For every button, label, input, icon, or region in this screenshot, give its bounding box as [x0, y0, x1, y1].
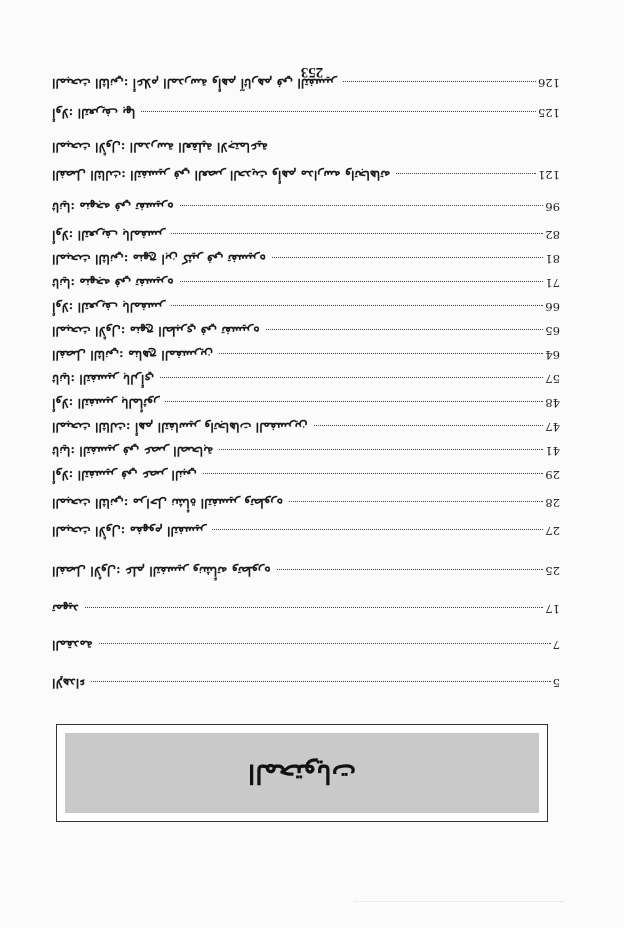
toc-leader-dots [343, 81, 536, 82]
toc-leader-dots [165, 401, 543, 402]
toc-entry [52, 564, 560, 584]
toc-entry-page: 28 [545, 496, 560, 510]
toc-leader-dots [141, 111, 536, 112]
toc-leader-dots [160, 377, 543, 378]
toc-leader-dots [314, 425, 544, 426]
toc-entry [52, 276, 560, 296]
toc-entry-title: أولا: التفسير بالمأثور [52, 396, 160, 411]
toc-entry [52, 168, 560, 188]
toc-entry-title: المبحث الأول: المدرسة العقلية الاجتماعية [52, 140, 268, 155]
toc-entry-page: 7 [552, 638, 560, 652]
toc-leader-dots [91, 681, 551, 682]
toc-entry [52, 468, 560, 488]
toc-entry-title: ثانيا: منهجه في تفسيره [52, 200, 174, 215]
toc-leader-dots [396, 173, 536, 174]
toc-entry-page: 29 [545, 468, 560, 482]
toc-entry-title: المبحث الثاني: منهج ابن كثير في تفسيره [52, 252, 266, 267]
toc-entry-title: المقدمة [52, 638, 93, 653]
toc-leader-dots [180, 281, 544, 282]
toc-entry-title: الفصل الثالث: التفسير في العصر الحديث وأهم مدارسه واتجاهاته [52, 168, 391, 183]
toc-entry-title: أولا: التعريف بالمفسر [52, 228, 166, 243]
toc-entry [52, 228, 560, 248]
toc-entry-title: أولا: التعريف بها [52, 106, 136, 121]
toc-entry [52, 524, 560, 544]
toc-entry [52, 348, 560, 368]
toc-entry-page: 66 [545, 300, 560, 314]
toc-leader-dots [272, 257, 544, 258]
toc-leader-dots [171, 305, 543, 306]
toc-entry-page: 17 [545, 602, 560, 616]
toc-entry-title: ثانيا: منهجه في تفسيره [52, 276, 174, 291]
toc-entry-title: أولا: التعريف بالمفسر [52, 300, 166, 315]
toc-leader-dots [180, 205, 544, 206]
toc-entry-page: 71 [545, 276, 560, 290]
toc-entry-title: الفصل الثاني: مناهج المفسرين [52, 348, 214, 363]
toc-entry [52, 372, 560, 392]
toc-entry-page: 25 [545, 564, 560, 578]
toc-entry [52, 676, 560, 696]
toc-entry-page: 65 [545, 324, 560, 338]
toc-entry [52, 602, 560, 622]
toc-entry-page: 64 [545, 348, 560, 362]
toc-leader-dots [212, 529, 543, 530]
toc-entry [52, 106, 560, 126]
toc-leader-dots [289, 501, 543, 502]
toc-entry-title: الإهداء [52, 676, 86, 691]
toc-entry [52, 638, 560, 658]
toc-entry-title: المبحث الأول: مفهوم التفسير [52, 524, 207, 539]
toc-entry-title: الفصل الأول: علم التفسير ونشأته وتطوره [52, 564, 271, 579]
toc-leader-dots [219, 449, 543, 450]
toc-entry-title: المبحث الأول: منهج الطبري في تفسيره [52, 324, 260, 339]
toc-entry-page: 27 [545, 524, 560, 538]
contents-header-box [56, 724, 548, 822]
toc-leader-dots [277, 569, 544, 570]
toc-entry [52, 444, 560, 464]
toc-entry-page: 96 [545, 200, 560, 214]
toc-entry [52, 252, 560, 272]
toc-entry-page: 121 [538, 168, 560, 182]
toc-entry-page: 81 [545, 252, 560, 266]
toc-entry-page: 126 [538, 76, 560, 90]
toc-entry [52, 300, 560, 320]
toc-entry-page: 82 [545, 228, 560, 242]
toc-entry-title: المبحث الثاني: مراحل نشأة التفسير وتطوره [52, 496, 284, 511]
toc-entry-title: ثانيا: التفسير بالرأي [52, 372, 155, 387]
contents-heading: المحتويات [248, 758, 356, 788]
toc-leader-dots [171, 233, 543, 234]
toc-leader-dots [85, 607, 544, 608]
toc-entry-title: المبحث الثالث: أهم التفاسير واتجاهات المفسرين [52, 420, 308, 435]
toc-entry [52, 200, 560, 220]
toc-entry-page: 125 [538, 106, 560, 120]
toc-leader-dots [203, 473, 544, 474]
toc-entry-page: 47 [545, 420, 560, 434]
toc-entry-title: تمهيد [52, 602, 79, 617]
toc-entry [52, 324, 560, 344]
bleed-through-text [354, 901, 564, 904]
toc-entry [52, 396, 560, 416]
contents-header-band [65, 733, 539, 813]
toc-entry-title: ثانيا: التفسير في عصر الصحابة [52, 444, 214, 459]
toc-entry [52, 140, 560, 160]
toc-leader-dots [219, 353, 543, 354]
toc-entry-page: 5 [552, 676, 560, 690]
toc-entry-page: 57 [545, 372, 560, 386]
toc-entry [52, 420, 560, 440]
toc-leader-dots [99, 643, 551, 644]
toc-entry-title: المبحث الثاني: أعلام المدرسة وأهم آثارهم في التفسير [52, 76, 337, 91]
toc-entry-page: 48 [545, 396, 560, 410]
page-number: 253 [300, 64, 324, 80]
toc-entry-title: أولا: التفسير في عصر النبي [52, 468, 197, 483]
toc-entry-page: 41 [545, 444, 560, 458]
toc-leader-dots [266, 329, 544, 330]
toc-entry [52, 496, 560, 516]
